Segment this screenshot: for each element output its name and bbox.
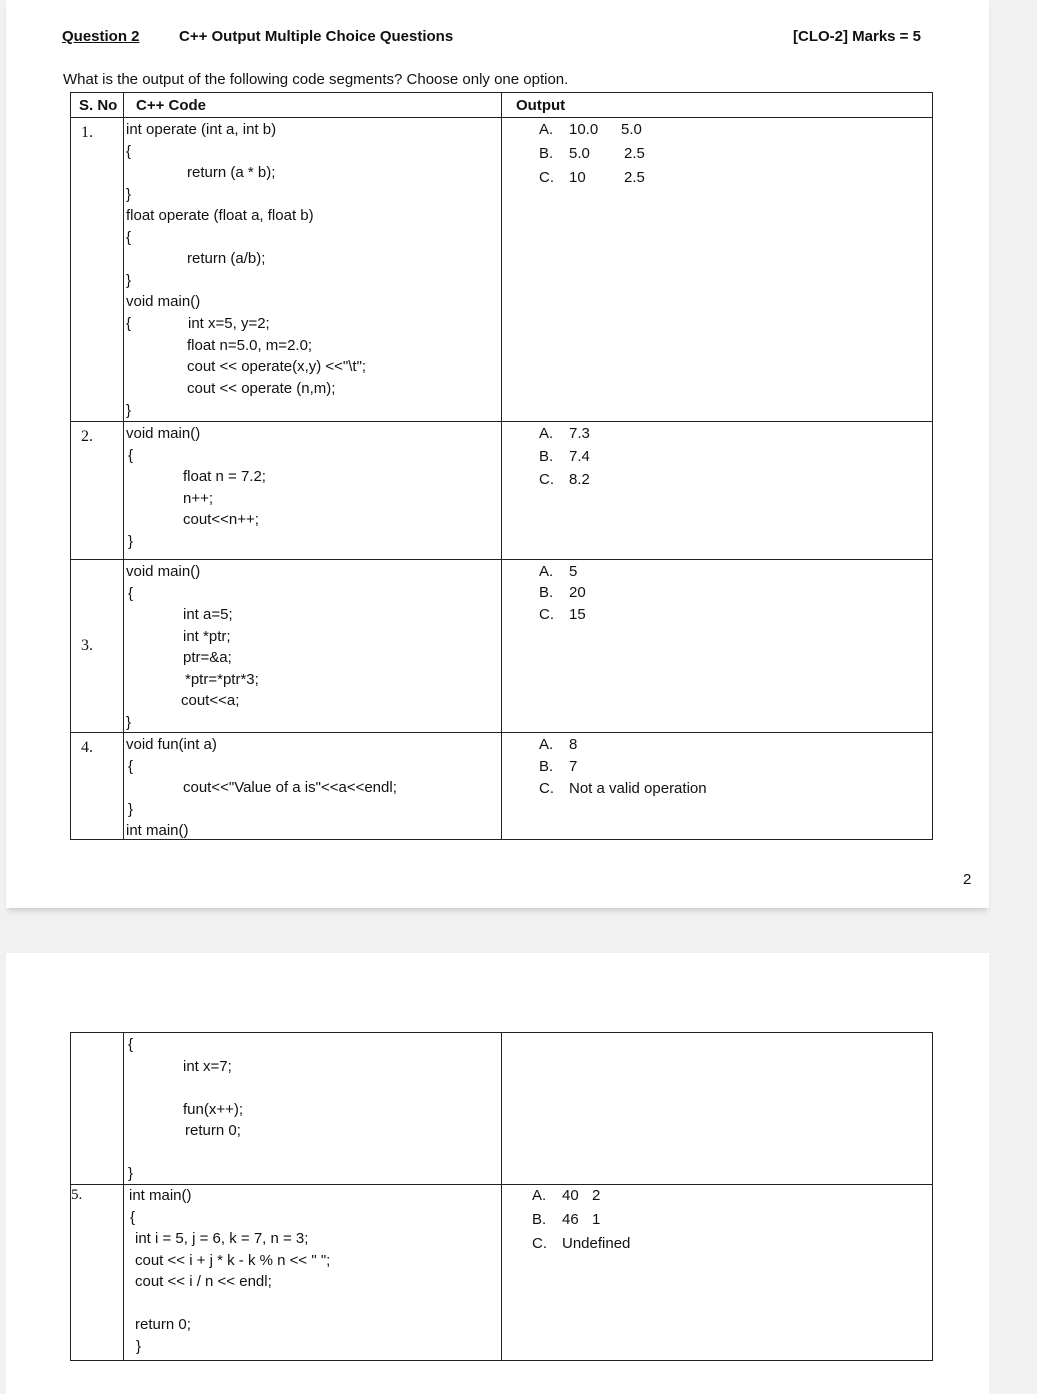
option-value: Not a valid operation xyxy=(569,780,707,797)
page-2 xyxy=(6,953,989,1394)
option-c[interactable] xyxy=(539,169,645,187)
options-empty xyxy=(502,1033,933,1185)
option-label: B. xyxy=(539,448,554,465)
code-line: cout << i + j * k - k % n << " "; xyxy=(135,1252,331,1269)
option-label: C. xyxy=(539,471,554,488)
sno-q3: 3. xyxy=(71,560,124,733)
code-line: } xyxy=(126,186,132,203)
option-value: 7.3 xyxy=(569,425,590,442)
option-a[interactable] xyxy=(539,425,590,443)
marks-label: [CLO-2] Marks = 5 xyxy=(793,28,921,45)
code-line: int a=5; xyxy=(183,606,233,623)
table-row-q1 xyxy=(71,118,933,422)
code-line: } xyxy=(136,1338,142,1355)
option-value: 5.0 xyxy=(569,145,590,162)
option-b[interactable] xyxy=(539,448,590,466)
sno-q4: 4. xyxy=(71,733,124,840)
code-line: fun(x++); xyxy=(183,1101,244,1118)
code-line: { xyxy=(128,585,134,602)
code-line: { xyxy=(128,1036,134,1053)
code-line: { xyxy=(128,758,134,775)
option-label: A. xyxy=(539,563,554,580)
option-label: C. xyxy=(532,1235,547,1252)
code-line: } xyxy=(128,801,134,818)
option-c[interactable] xyxy=(539,606,586,624)
code-q4 xyxy=(124,733,502,840)
option-value: 7.4 xyxy=(569,448,590,465)
header-sno: S. No xyxy=(71,93,124,118)
option-value: 10 xyxy=(569,169,586,186)
option-a[interactable] xyxy=(539,563,577,581)
option-value: 10.0 xyxy=(569,121,599,138)
table-header-row xyxy=(71,93,933,118)
code-line: float n = 7.2; xyxy=(183,468,266,485)
option-b[interactable] xyxy=(539,758,577,776)
option-a[interactable] xyxy=(532,1187,600,1205)
code-line: int main() xyxy=(126,822,189,839)
instruction-text: What is the output of the following code segments? Choose only one option. xyxy=(63,71,569,88)
options-q1 xyxy=(502,118,933,422)
table-row-q2 xyxy=(71,422,933,560)
question-table xyxy=(70,92,933,840)
table-row-q5 xyxy=(71,1185,933,1361)
code-line: { xyxy=(126,143,132,160)
code-q3 xyxy=(124,560,502,733)
code-line: cout << i / n << endl; xyxy=(135,1273,272,1290)
code-line: cout<<n++; xyxy=(183,511,259,528)
code-line: void main() xyxy=(126,293,201,310)
option-value: 8.2 xyxy=(569,471,590,488)
option-b[interactable] xyxy=(539,145,645,163)
code-q5 xyxy=(124,1185,502,1361)
code-line: ptr=&a; xyxy=(183,649,232,666)
code-q2 xyxy=(124,422,502,560)
option-value: Undefined xyxy=(562,1235,631,1252)
table-row-q3 xyxy=(71,560,933,733)
header-code: C++ Code xyxy=(124,93,502,118)
code-line: *ptr=*ptr*3; xyxy=(185,671,259,688)
options-q5 xyxy=(502,1185,933,1361)
option-value-2: 2 xyxy=(592,1187,601,1204)
option-label: C. xyxy=(539,606,554,623)
code-line: { xyxy=(126,229,132,246)
option-value: 46 xyxy=(562,1211,579,1228)
option-value: 15 xyxy=(569,606,586,623)
option-label: A. xyxy=(539,736,554,753)
option-value: 7 xyxy=(569,758,578,775)
code-line: void main() xyxy=(126,425,201,442)
code-line: } xyxy=(126,402,132,419)
page-number: 2 xyxy=(963,871,972,888)
code-line: float n=5.0, m=2.0; xyxy=(187,337,313,354)
option-value-2: 5.0 xyxy=(621,121,642,138)
table-row-q4-continued xyxy=(71,1033,933,1185)
code-line: } xyxy=(126,272,132,289)
table-row-q4 xyxy=(71,733,933,840)
option-value: 20 xyxy=(569,584,586,601)
page-1 xyxy=(6,0,989,908)
option-c[interactable] xyxy=(539,780,707,798)
code-line: n++; xyxy=(183,490,214,507)
code-line: } xyxy=(128,533,134,550)
code-line: int main() xyxy=(129,1187,192,1204)
code-line: float operate (float a, float b) xyxy=(126,207,314,224)
question-title: C++ Output Multiple Choice Questions xyxy=(179,28,454,45)
options-q3 xyxy=(502,560,933,733)
code-q4-continued xyxy=(124,1033,502,1185)
code-line: cout<<"Value of a is"<<a<<endl; xyxy=(183,779,397,796)
code-line: return 0; xyxy=(135,1316,191,1333)
options-q2 xyxy=(502,422,933,560)
option-value: 5 xyxy=(569,563,578,580)
code-line: { xyxy=(126,315,132,332)
sno-q1: 1. xyxy=(71,118,124,422)
code-line: { xyxy=(130,1209,136,1226)
option-label: C. xyxy=(539,169,554,186)
option-c[interactable] xyxy=(532,1235,630,1253)
sno-q5: 5. xyxy=(71,1185,124,1361)
option-label: B. xyxy=(539,758,554,775)
option-label: C. xyxy=(539,780,554,797)
code-line: int i = 5, j = 6, k = 7, n = 3; xyxy=(135,1230,309,1247)
option-label: A. xyxy=(532,1187,547,1204)
code-line: return (a/b); xyxy=(187,250,266,267)
header-output: Output xyxy=(502,93,933,118)
sno-q2: 2. xyxy=(71,422,124,560)
option-value-2: 2.5 xyxy=(624,145,645,162)
sno-empty xyxy=(71,1033,124,1185)
option-label: B. xyxy=(539,145,554,162)
option-label: A. xyxy=(539,121,554,138)
code-line: } xyxy=(128,1165,134,1182)
question-table-continued xyxy=(70,1032,933,1361)
option-c[interactable] xyxy=(539,471,590,489)
options-q4 xyxy=(502,733,933,840)
option-value-2: 1 xyxy=(592,1211,601,1228)
option-value-2: 2.5 xyxy=(624,169,645,186)
code-q1 xyxy=(124,118,502,422)
option-label: A. xyxy=(539,425,554,442)
option-value: 8 xyxy=(569,736,578,753)
code-line: cout << operate(x,y) <<"\t"; xyxy=(187,358,367,375)
code-line: return (a * b); xyxy=(187,164,276,181)
option-b[interactable] xyxy=(532,1211,600,1229)
code-line: return 0; xyxy=(185,1122,241,1139)
option-b[interactable] xyxy=(539,584,586,602)
option-a[interactable] xyxy=(539,121,642,139)
option-a[interactable] xyxy=(539,736,577,754)
code-line: int x=7; xyxy=(183,1058,232,1075)
code-line: int x=5, y=2; xyxy=(188,315,270,332)
option-label: B. xyxy=(539,584,554,601)
code-line: cout<<a; xyxy=(181,692,240,709)
code-line: int operate (int a, int b) xyxy=(126,121,277,138)
code-line: void main() xyxy=(126,563,201,580)
option-label: B. xyxy=(532,1211,547,1228)
code-line: } xyxy=(126,714,132,731)
code-line: void fun(int a) xyxy=(126,736,217,753)
code-line: int *ptr; xyxy=(183,628,231,645)
option-value: 40 xyxy=(562,1187,579,1204)
code-line: cout << operate (n,m); xyxy=(187,380,336,397)
question-number: Question 2 xyxy=(62,28,140,45)
code-line: { xyxy=(128,447,134,464)
